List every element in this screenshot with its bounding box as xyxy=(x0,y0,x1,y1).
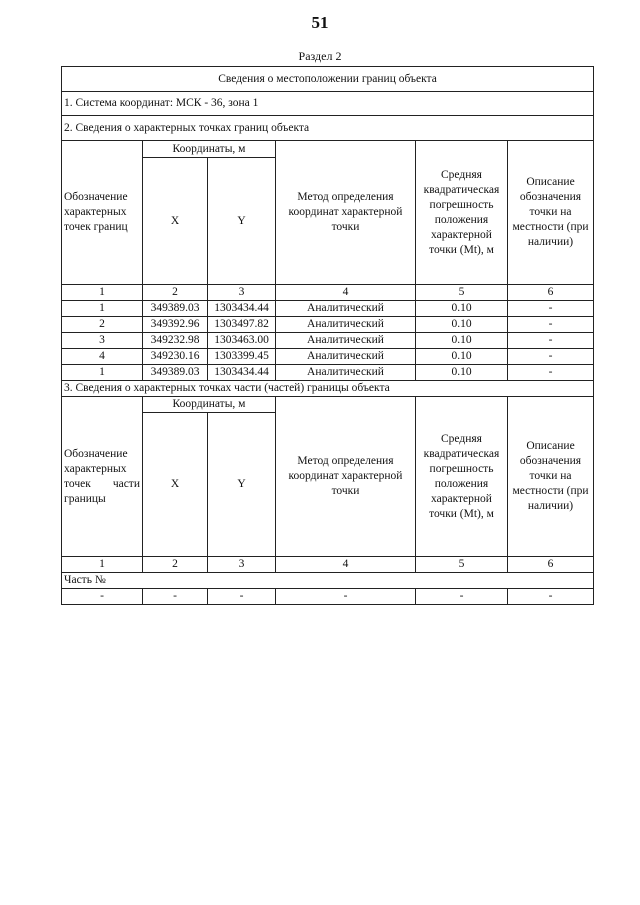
header-designation: Обозначение характерных точек части границы xyxy=(62,397,143,557)
point-id: 2 xyxy=(62,317,143,333)
parts-section-title: 3. Сведения о характерных точках части (частей) границы объекта xyxy=(62,381,594,397)
point-x: 349389.03 xyxy=(143,301,208,317)
header-coordinates: Координаты, м xyxy=(143,397,276,413)
table-row xyxy=(62,365,594,381)
header-y: Y xyxy=(208,413,276,557)
header-x: X xyxy=(143,413,208,557)
point-y: 1303434.44 xyxy=(208,301,276,317)
point-desc: - xyxy=(508,365,594,381)
point-desc: - xyxy=(508,301,594,317)
column-number: 2 xyxy=(143,557,208,573)
point-mt: 0.10 xyxy=(416,317,508,333)
point-method: Аналитический xyxy=(276,317,416,333)
point-id: 3 xyxy=(62,333,143,349)
object-boundaries-table xyxy=(61,66,594,605)
table-row xyxy=(62,333,594,349)
header-designation: Обозначение характерных точек границ xyxy=(62,141,143,285)
point-x: 349392.96 xyxy=(143,317,208,333)
coordinate-system: 1. Система координат: МСК - 36, зона 1 xyxy=(62,92,594,116)
page-number: 51 xyxy=(311,13,329,32)
points-section-title: 2. Сведения о характерных точках границ объекта xyxy=(62,116,594,141)
point-x: 349389.03 xyxy=(143,365,208,381)
empty-cell: - xyxy=(508,589,594,605)
section-label: Раздел 2 xyxy=(298,49,342,63)
point-y: 1303497.82 xyxy=(208,317,276,333)
point-mt: 0.10 xyxy=(416,301,508,317)
table-title: Сведения о местоположении границ объекта xyxy=(62,67,594,92)
point-desc: - xyxy=(508,349,594,365)
point-x: 349232.98 xyxy=(143,333,208,349)
header-x: X xyxy=(143,158,208,285)
column-number: 2 xyxy=(143,285,208,301)
point-id: 1 xyxy=(62,365,143,381)
point-y: 1303463.00 xyxy=(208,333,276,349)
table-row xyxy=(62,301,594,317)
point-method: Аналитический xyxy=(276,333,416,349)
point-y: 1303434.44 xyxy=(208,365,276,381)
header-y: Y xyxy=(208,158,276,285)
column-number: 4 xyxy=(276,285,416,301)
header-method: Метод определения координат характерной точки xyxy=(276,397,416,557)
header-description: Описание обозначения точки на местности (при наличии) xyxy=(508,397,594,557)
table-row xyxy=(62,589,594,605)
column-number: 1 xyxy=(62,285,143,301)
point-method: Аналитический xyxy=(276,301,416,317)
empty-cell: - xyxy=(62,589,143,605)
point-id: 4 xyxy=(62,349,143,365)
point-desc: - xyxy=(508,317,594,333)
column-number: 5 xyxy=(416,557,508,573)
column-number: 3 xyxy=(208,285,276,301)
header-description: Описание обозначения точки на местности (при наличии) xyxy=(508,141,594,285)
point-id: 1 xyxy=(62,301,143,317)
header-accuracy: Средняя квадратическая погрешность положения характерной точки (Mt), м xyxy=(416,397,508,557)
header-accuracy: Средняя квадратическая погрешность положения характерной точки (Mt), м xyxy=(416,141,508,285)
part-label: Часть № xyxy=(62,573,594,589)
column-number: 4 xyxy=(276,557,416,573)
point-mt: 0.10 xyxy=(416,349,508,365)
empty-cell: - xyxy=(276,589,416,605)
column-number: 1 xyxy=(62,557,143,573)
point-y: 1303399.45 xyxy=(208,349,276,365)
column-number: 5 xyxy=(416,285,508,301)
table-row xyxy=(62,349,594,365)
point-x: 349230.16 xyxy=(143,349,208,365)
column-number: 6 xyxy=(508,557,594,573)
empty-cell: - xyxy=(208,589,276,605)
table-row xyxy=(62,317,594,333)
header-coordinates: Координаты, м xyxy=(143,141,276,158)
point-method: Аналитический xyxy=(276,349,416,365)
point-mt: 0.10 xyxy=(416,333,508,349)
point-method: Аналитический xyxy=(276,365,416,381)
column-number: 6 xyxy=(508,285,594,301)
point-mt: 0.10 xyxy=(416,365,508,381)
point-desc: - xyxy=(508,333,594,349)
empty-cell: - xyxy=(416,589,508,605)
empty-cell: - xyxy=(143,589,208,605)
header-method: Метод определения координат характерной точки xyxy=(276,141,416,285)
column-number: 3 xyxy=(208,557,276,573)
